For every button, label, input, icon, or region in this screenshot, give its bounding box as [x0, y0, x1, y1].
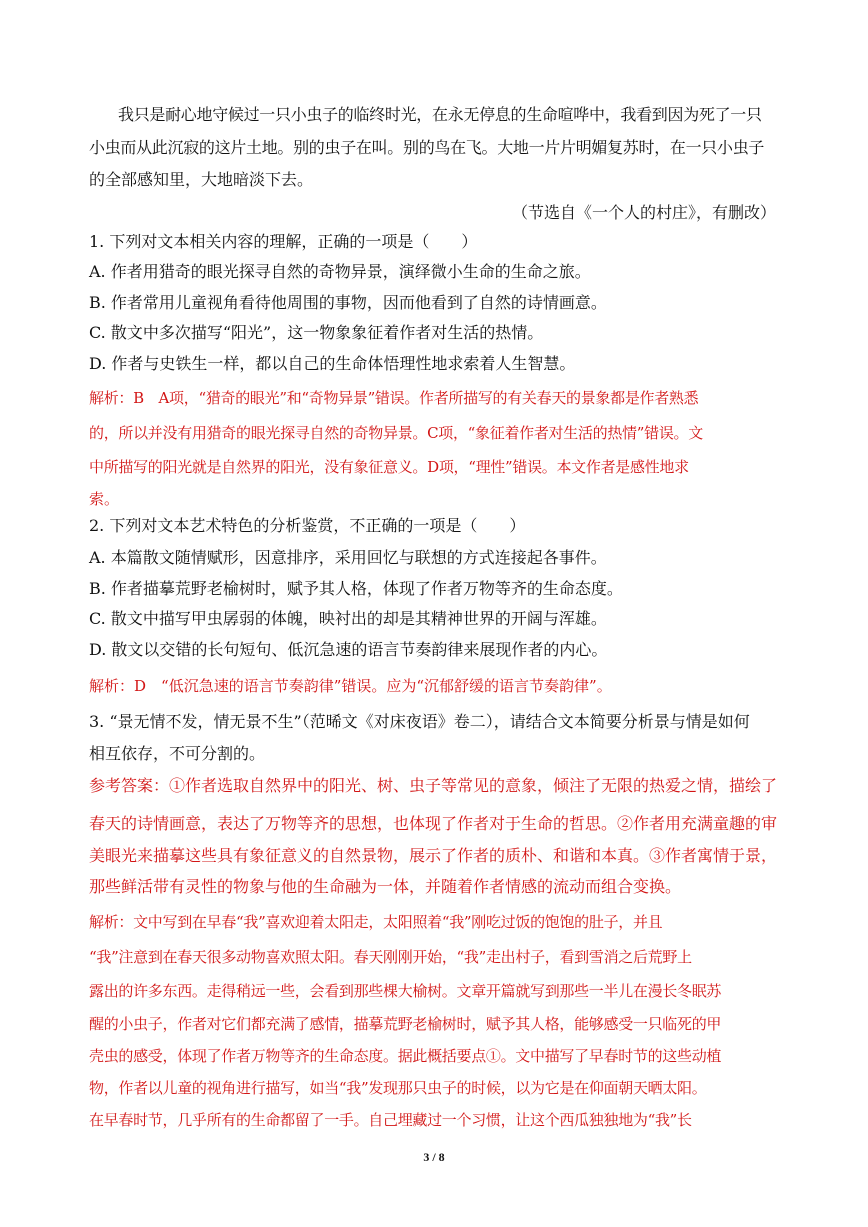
q3-analysis-line: “我”注意到在春天很多动物喜欢照太阳。春天刚刚开始，“我”走出村子，看到雪消之后荒野上	[89, 948, 692, 966]
q3-analysis-line: 解析：文中写到在早春“我”喜欢迎着太阳走，太阳照着“我”刚吃过饭的饱饱的肚子，并且	[89, 913, 663, 931]
q3-answer-line: 那些鲜活带有灵性的物象与他的生命融为一体，并随着作者情感的流动而组合变换。	[89, 877, 682, 896]
q3-stem-line: 相互依存，不可分割的。	[89, 744, 266, 763]
q2-option-a: A. 本篇散文随情赋形，因意排序，采用回忆与联想的方式连接起各事件。	[89, 548, 607, 567]
q3-stem-line: 3. “景无情不发，情无景不生”（范晞文《对床夜语》卷二），请结合文本简要分析景与情是如何	[89, 712, 750, 731]
q1-analysis-line: 的，所以并没有用猎奇的眼光探寻自然的奇物异景。C项，“象征着作者对生活的热情”错误。文	[89, 424, 703, 442]
q3-answer-line: 参考答案：①作者选取自然界中的阳光、树、虫子等常见的意象，倾注了无限的热爱之情，描绘了	[89, 776, 778, 795]
q2-analysis-line: 解析：D “低沉急速的语言节奏韵律”错误。应为“沉郁舒缓的语言节奏韵律”。	[89, 677, 612, 695]
q3-analysis-line: 露出的许多东西。走得稍远一些，会看到那些棵大榆树。文章开篇就写到那些一半儿在漫长冬眠苏	[89, 982, 722, 1000]
q1-stem: 1. 下列对文本相关内容的理解，正确的一项是（ ）	[89, 232, 478, 251]
q2-option-d: D. 散文以交错的长句短句、低沉急速的语言节奏韵律来展现作者的内心。	[89, 640, 608, 659]
q3-analysis-line: 物，作者以儿童的视角进行描写，如当“我”发现那只虫子的时候，以为它是在仰面朝天晒太阳。	[89, 1079, 707, 1097]
q1-option-b: B. 作者常用儿童视角看待他周围的事物，因而他看到了自然的诗情画意。	[89, 293, 607, 312]
q1-option-c: C. 散文中多次描写“阳光”，这一物象象征着作者对生活的热情。	[89, 323, 544, 342]
passage-source: （节选自《一个人的村庄》，有删改）	[511, 203, 776, 222]
q3-analysis-line: 在早春时节，几乎所有的生命都留了一手。自己埋藏过一个习惯，让这个西瓜独独地为“我”长	[89, 1111, 692, 1129]
q2-option-b: B. 作者描摹荒野老榆树时，赋予其人格，体现了作者万物等齐的生命态度。	[89, 579, 623, 598]
q2-stem: 2. 下列对文本艺术特色的分析鉴赏，不正确的一项是（ ）	[89, 516, 526, 535]
q3-analysis-line: 壳虫的感受，体现了作者万物等齐的生命态度。据此概括要点①。文中描写了早春时节的这些动植	[89, 1047, 722, 1065]
q3-answer-line: 春天的诗情画意，表达了万物等齐的思想，也体现了作者对于生命的哲思。②作者用充满童趣的审	[89, 814, 778, 833]
passage-line: 小虫而从此沉寂的这片土地。别的虫子在叫。别的鸟在飞。大地一片片明媚复苏时，在一只小虫子	[89, 138, 765, 157]
passage-line: 我只是耐心地守候过一只小虫子的临终时光，在永无停息的生命喧哗中，我看到因为死了一只	[118, 105, 762, 124]
q3-analysis-line: 醒的小虫子，作者对它们都充满了感情，描摹荒野老榆树时，赋予其人格，能够感受一只临死的甲	[89, 1015, 722, 1033]
q1-analysis-line: 解析：B A项，“猎奇的眼光”和“奇物异景”错误。作者所描写的有关春天的景象都是作者熟悉	[89, 389, 699, 407]
q1-option-d: D. 作者与史铁生一样，都以自己的生命体悟理性地求索着人生智慧。	[89, 354, 576, 373]
q3-answer-line: 美眼光来描摹这些具有象征意义的自然景物，展示了作者的质朴、和谐和本真。③作者寓情于景，	[89, 846, 778, 865]
q2-option-c: C. 散文中描写甲虫孱弱的体魄，映衬出的却是其精神世界的开阔与浑雄。	[89, 609, 607, 628]
q1-analysis-line: 索。	[89, 490, 120, 508]
q1-analysis-line: 中所描写的阳光就是自然界的阳光，没有象征意义。D项，“理性”错误。本文作者是感性地求	[89, 458, 689, 476]
q1-option-a: A. 作者用猎奇的眼光探寻自然的奇物异景，演绎微小生命的生命之旅。	[89, 262, 591, 281]
passage-line: 的全部感知里，大地暗淡下去。	[89, 170, 314, 189]
page-number: 3 / 8	[423, 1150, 445, 1164]
